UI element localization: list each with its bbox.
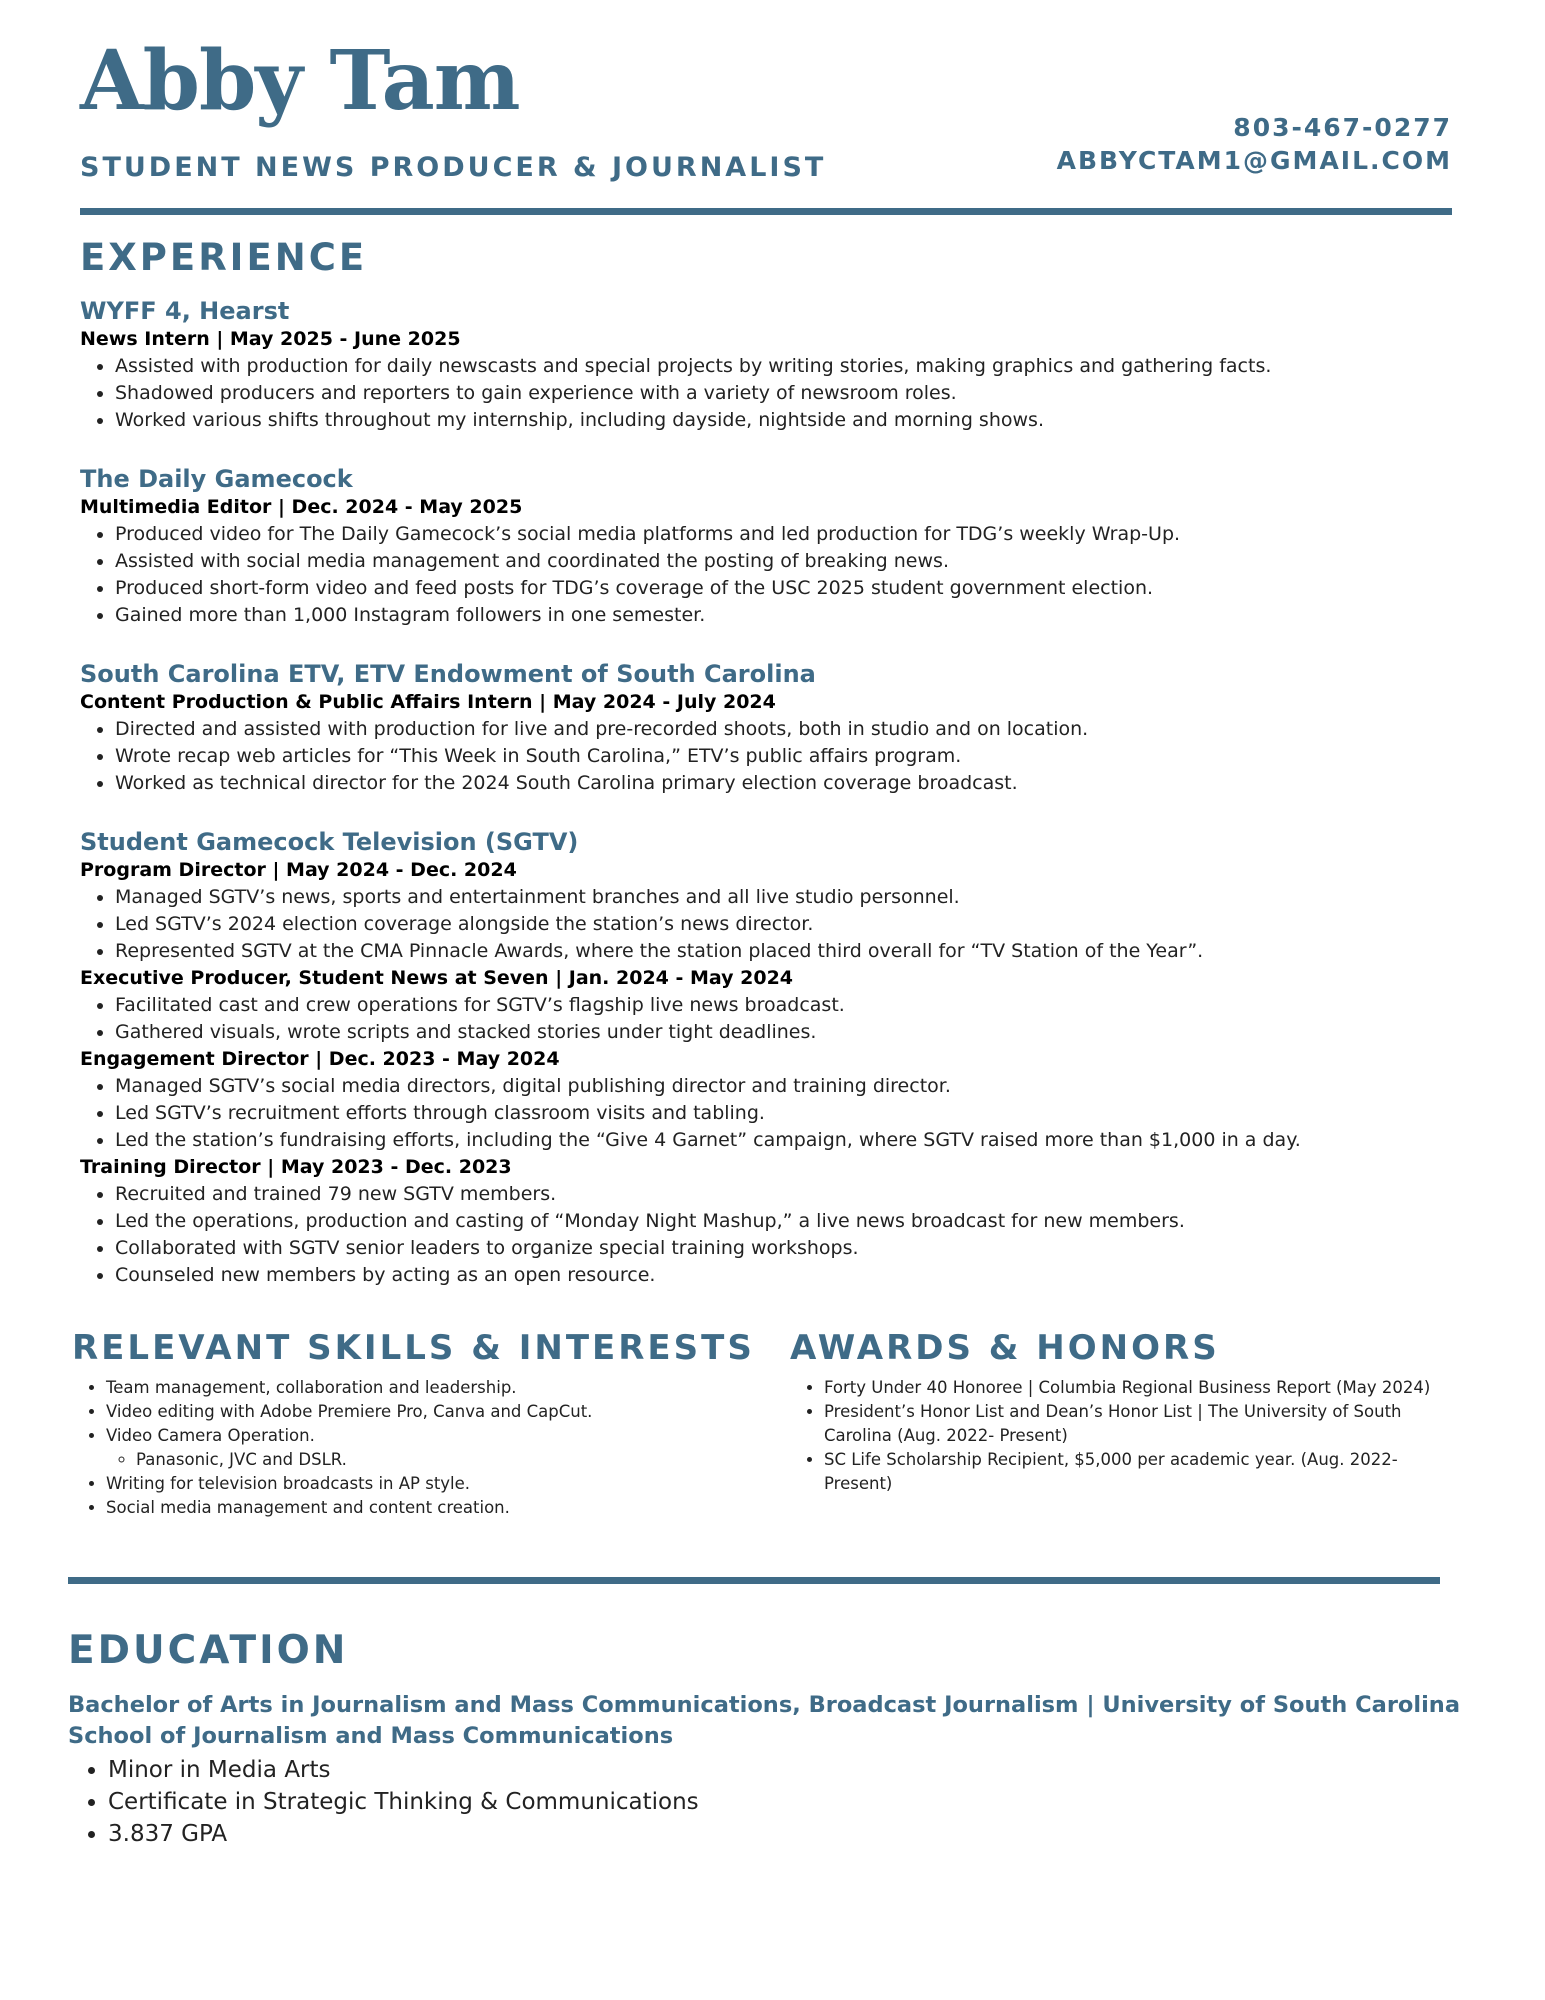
experience-section bbox=[80, 296, 1460, 1319]
job-bullet: • Counseled new members by acting as an open resource. bbox=[115, 1262, 1460, 1289]
awards-list bbox=[790, 1376, 1450, 1496]
job-bullets bbox=[80, 992, 1460, 1046]
award-item: • SC Life Scholarship Recipient, $5,000 per academic year. (Aug. 2022- Present) bbox=[824, 1448, 1450, 1496]
job-role: Program Director | May 2024 - Dec. 2024 bbox=[80, 859, 517, 881]
award-item: • President’s Honor List and Dean’s Honor List | The University of South Carolina (Aug. 2022- Present) bbox=[824, 1400, 1450, 1448]
job-bullets bbox=[80, 353, 1460, 434]
skill-sublist bbox=[106, 1448, 752, 1472]
job-bullet: • Collaborated with SGTV senior leaders to organize special training workshops. bbox=[115, 1235, 1460, 1262]
skills-section bbox=[72, 1376, 752, 1520]
job-role: Training Director | May 2023 - Dec. 2023 bbox=[80, 1156, 512, 1178]
job-entry bbox=[80, 296, 1460, 434]
skill-item: • Social media management and content creation. bbox=[106, 1496, 752, 1520]
job-organization: WYFF 4, Hearst bbox=[80, 297, 290, 325]
job-bullet: • Worked as technical director for the 2024 South Carolina primary election coverage broadcast. bbox=[115, 770, 1460, 797]
job-bullet: • Worked various shifts throughout my internship, including dayside, nightside and morning shows. bbox=[115, 407, 1460, 434]
education-list bbox=[68, 1754, 1468, 1850]
job-role: Multimedia Editor | Dec. 2024 - May 2025 bbox=[80, 496, 523, 518]
job-entry bbox=[80, 659, 1460, 797]
job-entry bbox=[80, 464, 1460, 629]
job-organization: South Carolina ETV, ETV Endowment of South Carolina bbox=[80, 660, 816, 688]
job-bullet: • Directed and assisted with production for live and pre-recorded shoots, both in studio and on location. bbox=[115, 716, 1460, 743]
job-bullet: • Managed SGTV’s social media directors, digital publishing director and training director. bbox=[115, 1073, 1460, 1100]
resume-title: STUDENT NEWS PRODUCER & JOURNALIST bbox=[80, 152, 827, 183]
email-address: ABBYCTAM1@GMAIL.COM bbox=[1056, 146, 1452, 175]
skill-subitem: ◦ Panasonic, JVC and DSLR. bbox=[136, 1448, 752, 1472]
education-heading: EDUCATION bbox=[68, 1628, 349, 1673]
education-section bbox=[68, 1690, 1468, 1850]
job-bullet: • Produced short-form video and feed posts for TDG’s coverage of the USC 2025 student government election. bbox=[115, 575, 1460, 602]
education-item: • Minor in Media Arts bbox=[108, 1754, 1468, 1786]
resume-name: Abby Tam bbox=[80, 33, 520, 129]
job-bullet: • Represented SGTV at the CMA Pinnacle Awards, where the station placed third overall for “TV Station of the Year”. bbox=[115, 938, 1460, 965]
job-organization: The Daily Gamecock bbox=[80, 465, 353, 493]
section-divider bbox=[68, 1577, 1440, 1584]
job-bullet: • Assisted with social media management and coordinated the posting of breaking news. bbox=[115, 548, 1460, 575]
education-item: • 3.837 GPA bbox=[108, 1818, 1468, 1850]
job-bullet: • Led the operations, production and casting of “Monday Night Mashup,” a live news broadcast for new members. bbox=[115, 1208, 1460, 1235]
job-bullet: • Led SGTV’s recruitment efforts through classroom visits and tabling. bbox=[115, 1100, 1460, 1127]
job-bullet: • Produced video for The Daily Gamecock’s social media platforms and led production for TDG’s weekly Wrap-Up. bbox=[115, 521, 1460, 548]
awards-heading: AWARDS & HONORS bbox=[790, 1328, 1220, 1368]
job-bullet: • Shadowed producers and reporters to gain experience with a variety of newsroom roles. bbox=[115, 380, 1460, 407]
phone-number: 803-467-0277 bbox=[1233, 113, 1452, 142]
skill-item: • Team management, collaboration and leadership. bbox=[106, 1376, 752, 1400]
job-role: Content Production & Public Affairs Intern | May 2024 - July 2024 bbox=[80, 691, 776, 713]
skills-heading: RELEVANT SKILLS & INTERESTS bbox=[72, 1328, 755, 1368]
job-bullets bbox=[80, 521, 1460, 629]
job-bullets bbox=[80, 1073, 1460, 1154]
awards-section bbox=[790, 1376, 1450, 1496]
skill-item: • Writing for television broadcasts in AP style. bbox=[106, 1472, 752, 1496]
job-bullet: • Recruited and trained 79 new SGTV members. bbox=[115, 1181, 1460, 1208]
job-bullets bbox=[80, 1181, 1460, 1289]
skill-item: • Video editing with Adobe Premiere Pro, Canva and CapCut. bbox=[106, 1400, 752, 1424]
skills-list bbox=[72, 1376, 752, 1520]
skill-item bbox=[106, 1424, 752, 1472]
job-bullet: • Gained more than 1,000 Instagram followers in one semester. bbox=[115, 602, 1460, 629]
skill-item-text: Video Camera Operation. bbox=[106, 1426, 315, 1445]
job-bullet: • Led SGTV’s 2024 election coverage alongside the station’s news director. bbox=[115, 911, 1460, 938]
job-organization: Student Gamecock Television (SGTV) bbox=[80, 828, 579, 856]
job-role: Engagement Director | Dec. 2023 - May 2024 bbox=[80, 1048, 560, 1070]
award-item: • Forty Under 40 Honoree | Columbia Regional Business Report (May 2024) bbox=[824, 1376, 1450, 1400]
job-bullets bbox=[80, 716, 1460, 797]
job-bullet: • Assisted with production for daily newscasts and special projects by writing stories, making graphics and gathering facts. bbox=[115, 353, 1460, 380]
header-divider bbox=[80, 208, 1452, 215]
job-bullet: • Gathered visuals, wrote scripts and stacked stories under tight deadlines. bbox=[115, 1019, 1460, 1046]
job-bullet: • Managed SGTV’s news, sports and entertainment branches and all live studio personnel. bbox=[115, 884, 1460, 911]
job-bullet: • Wrote recap web articles for “This Week in South Carolina,” ETV’s public affairs program. bbox=[115, 743, 1460, 770]
job-entry bbox=[80, 827, 1460, 1289]
experience-heading: EXPERIENCE bbox=[80, 236, 368, 279]
degree-title: Bachelor of Arts in Journalism and Mass Communications, Broadcast Journalism | University of South Carolina School of Journalism and Mass Communications bbox=[68, 1692, 1461, 1749]
education-item: • Certificate in Strategic Thinking & Communications bbox=[108, 1786, 1468, 1818]
job-role: Executive Producer, Student News at Seven | Jan. 2024 - May 2024 bbox=[80, 967, 794, 989]
job-bullets bbox=[80, 884, 1460, 965]
job-bullet: • Facilitated cast and crew operations for SGTV’s flagship live news broadcast. bbox=[115, 992, 1460, 1019]
job-role: News Intern | May 2025 - June 2025 bbox=[80, 328, 461, 350]
job-bullet: • Led the station’s fundraising efforts, including the “Give 4 Garnet” campaign, where SGTV raised more than $1,000 in a day. bbox=[115, 1127, 1460, 1154]
